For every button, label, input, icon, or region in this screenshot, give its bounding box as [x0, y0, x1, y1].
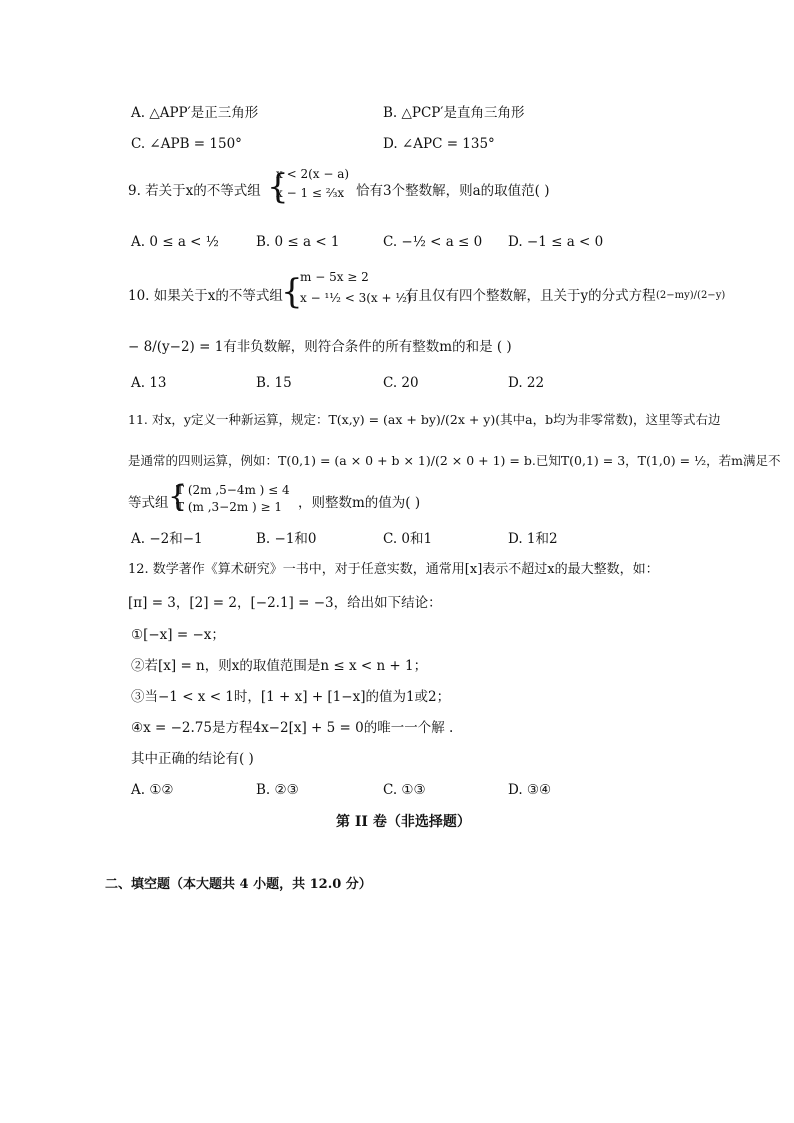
q9-brace: { — [267, 167, 289, 207]
q11-line1: 11. 对x，y定义一种新运算，规定：T(x,y) = (ax + by)/(2x + y)(其中a，b均为非零常数)，这里等式右边 — [128, 412, 721, 427]
q8-option-b: B. △PCP′是直角三角形 — [383, 105, 525, 121]
q9-option-c: C. −½ < a ≤ 0 — [383, 234, 483, 250]
q12-option-a: A. ①② — [131, 782, 174, 798]
q10-option-a: A. 13 — [131, 375, 167, 391]
q12-conclusion-4: ④x = −2.75是方程4x−2[x] + 5 = 0的唯一一个解 . — [131, 720, 454, 736]
q10-line2: − 8/(y−2) = 1有非负数解，则符合条件的所有整数m的和是 ( ) — [128, 339, 512, 355]
q8-option-c: C. ∠APB = 150° — [131, 136, 242, 152]
q9-prefix: 9. 若关于x的不等式组 — [128, 183, 261, 199]
q12-option-d: D. ③④ — [508, 782, 552, 798]
q10-fraction: (2−my)/(2−y) — [656, 290, 726, 301]
q10-option-d: D. 22 — [508, 375, 545, 391]
q11-option-c: C. 0和1 — [383, 531, 433, 547]
q12-conclusion-3: ③当−1 < x < 1时，[1 + x] + [1−x]的值为1或2； — [131, 689, 451, 705]
q11-system-line1: T (2m ,5−4m ) ≤ 4 — [176, 483, 290, 497]
q9-option-a: A. 0 ≤ a < ½ — [131, 234, 219, 250]
q9-system-line1: x < 2(x − a) — [276, 167, 350, 181]
q11-line2: 是通常的四则运算，例如：T(0,1) = (a × 0 + b × 1)/(2 × 0 + 1) = b.已知T(0,1) = 3，T(1,0) = ½，若m满足不 — [128, 453, 781, 468]
q9-suffix: 恰有3个整数解，则a的取值范( ) — [356, 183, 550, 199]
q12-option-c: C. ①③ — [383, 782, 426, 798]
q10-option-b: B. 15 — [256, 375, 292, 391]
q10-option-c: C. 20 — [383, 375, 419, 391]
q11-option-a: A. −2和−1 — [131, 531, 203, 547]
q12-conclusion-1: ①[−x] = −x； — [131, 627, 225, 643]
q10-mid: 有且仅有四个整数解，且关于y的分式方程 — [405, 288, 656, 304]
q9-option-d: D. −1 ≤ a < 0 — [508, 234, 604, 250]
q10-brace: { — [281, 272, 303, 312]
q11-line3-prefix: 等式组 — [128, 495, 169, 511]
q11-line3-suffix: ，则整数m的值为( ) — [298, 495, 421, 511]
q10-prefix: 10. 如果关于x的不等式组 — [128, 288, 283, 304]
q8-option-d: D. ∠APC = 135° — [383, 136, 495, 152]
q10-system-line2: x − ¹¹⁄₂ < 3(x + ½) — [300, 291, 412, 305]
q9-system-line2: x − 1 ≤ ²⁄₃x — [276, 186, 345, 200]
q12-option-b: B. ②③ — [256, 782, 299, 798]
q12-question: 其中正确的结论有( ) — [131, 751, 254, 767]
part-2-heading: 二、填空题（本大题共 4 小题，共 12.0 分） — [105, 877, 372, 892]
q10-system-line1: m − 5x ≥ 2 — [300, 270, 369, 284]
q11-option-d: D. 1和2 — [508, 531, 558, 547]
q11-system-line2: T (m ,3−2m ) ≥ 1 — [176, 500, 283, 514]
q11-option-b: B. −1和0 — [256, 531, 317, 547]
q12-conclusion-2: ②若[x] = n，则x的取值范围是n ≤ x < n + 1； — [131, 658, 428, 674]
q8-option-a: A. △APP′是正三角形 — [131, 105, 259, 121]
q12-line2: [π] = 3，[2] = 2，[−2.1] = −3，给出如下结论： — [128, 595, 442, 611]
section-2-title: 第 II 卷（非选择题） — [336, 814, 471, 830]
q11-brace: { — [168, 479, 188, 514]
q12-line1: 12. 数学著作《算术研究》一书中，对于任意实数，通常用[x]表示不超过x的最大整数，如： — [128, 562, 659, 577]
q9-option-b: B. 0 ≤ a < 1 — [256, 234, 340, 250]
